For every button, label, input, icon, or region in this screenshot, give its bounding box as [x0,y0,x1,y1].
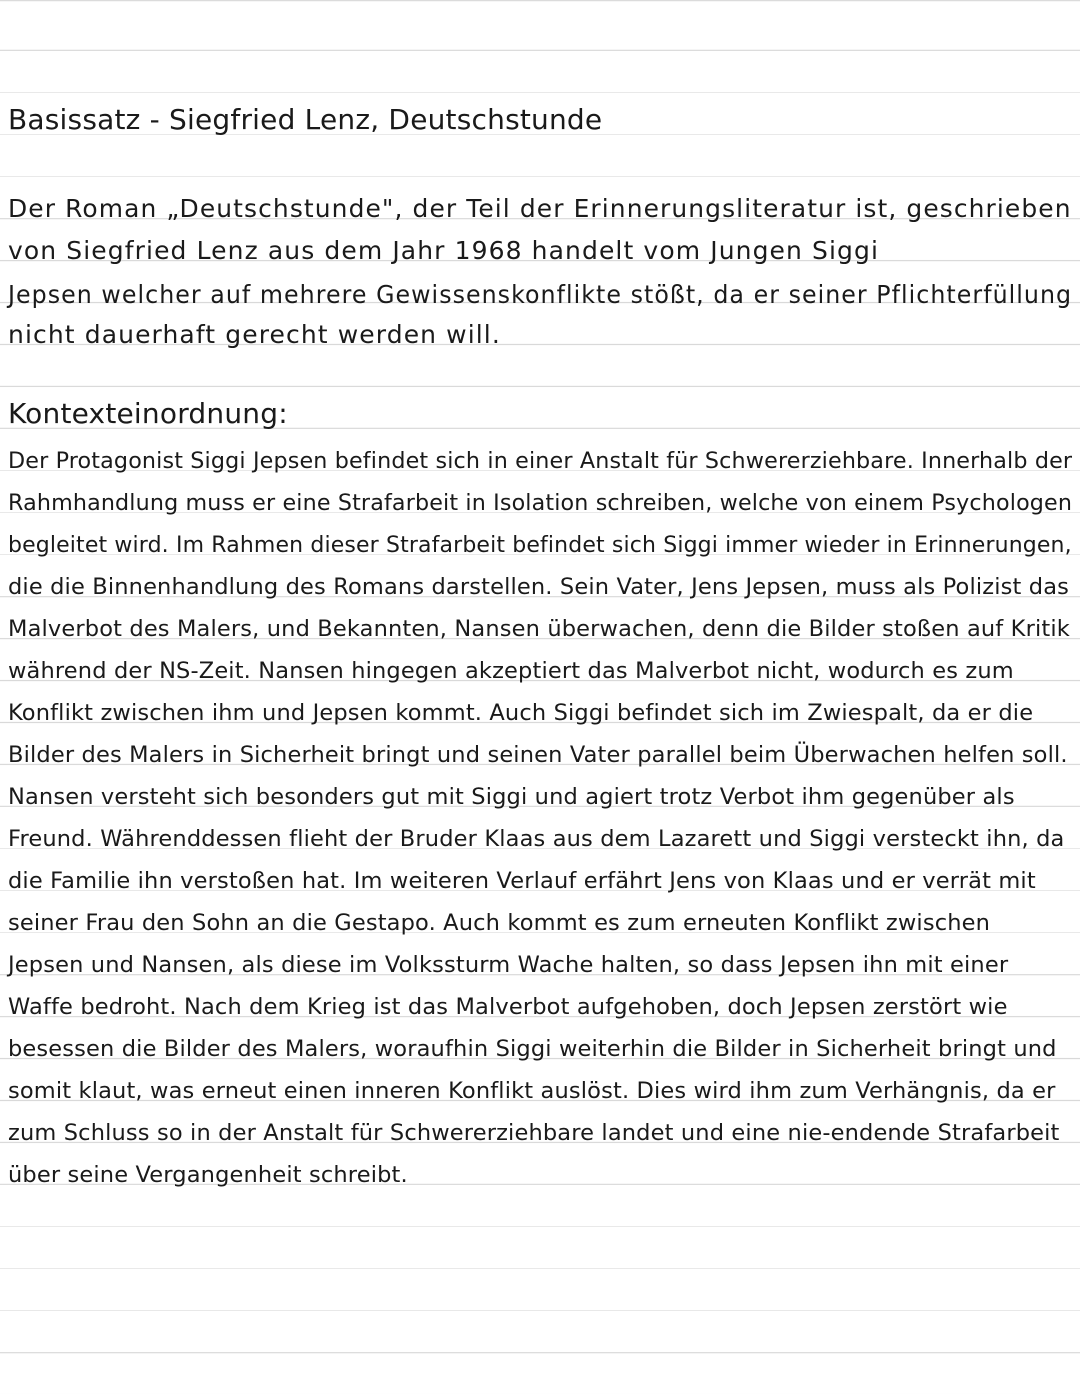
section-heading: Kontexteinordnung: [8,397,288,430]
body-line: zum Schluss so in der Anstalt für Schwererziehbare landet und eine nie-endende Strafarbeit [8,1120,1060,1146]
body-line: Bilder des Malers in Sicherheit bringt und seinen Vater parallel beim Überwachen helfen soll. [8,742,1068,768]
body-line: die die Binnenhandlung des Romans darstellen. Sein Vater, Jens Jepsen, muss als Polizist das [8,574,1070,600]
title-line [8,103,603,136]
body-line: besessen die Bilder des Malers, woraufhin Siggi weiterhin die Bilder in Sicherheit bringt und [8,1036,1057,1062]
body-line: Konflikt zwischen ihm und Jepsen kommt. Auch Siggi befindet sich im Zwiespalt, da er die [8,700,1034,726]
intro-line: Der Roman „Deutschstunde", der Teil der Erinnerungsliteratur ist, geschrieben [8,194,1072,223]
body-line: über seine Vergangenheit schreibt. [8,1162,408,1188]
body-line: seiner Frau den Sohn an die Gestapo. Auch kommt es zum erneuten Konflikt zwischen [8,910,991,936]
body-line: während der NS-Zeit. Nansen hingegen akzeptiert das Malverbot nicht, wodurch es zum [8,658,1014,684]
body-line: Der Protagonist Siggi Jepsen befindet sich in einer Anstalt für Schwererziehbare. Innerhalb der [8,448,1073,474]
body-line: begleitet wird. Im Rahmen dieser Strafarbeit befindet sich Siggi immer wieder in Erinnerungen, [8,532,1072,558]
body-line: Waffe bedroht. Nach dem Krieg ist das Malverbot aufgehoben, doch Jepsen zerstört wie [8,994,1008,1020]
intro-line: nicht dauerhaft gerecht werden will. [8,320,501,349]
body-line: Rahmhandlung muss er eine Strafarbeit in Isolation schreiben, welche von einem Psychologen [8,490,1073,516]
body-line: Malverbot des Malers, und Bekannten, Nansen überwachen, denn die Bilder stoßen auf Kritik [8,616,1070,642]
body-line: somit klaut, was erneut einen inneren Konflikt auslöst. Dies wird ihm zum Verhängnis, da er [8,1078,1056,1104]
page-title: Basissatz - Siegfried Lenz, Deutschstunde [8,103,603,136]
body-line: Jepsen und Nansen, als diese im Volkssturm Wache halten, so dass Jepsen ihn mit einer [8,952,1009,978]
body-line: Nansen versteht sich besonders gut mit Siggi und agiert trotz Verbot ihm gegenüber als [8,784,1015,810]
intro-line: von Siegfried Lenz aus dem Jahr 1968 handelt vom Jungen Siggi [8,236,880,265]
intro-line: Jepsen welcher auf mehrere Gewissenskonflikte stößt, da er seiner Pflichterfüllung [8,280,1073,309]
body-line: Freund. Währenddessen flieht der Bruder Klaas aus dem Lazarett und Siggi versteckt ihn, da [8,826,1065,852]
section-heading-line [8,397,288,430]
body-line: die Familie ihn verstoßen hat. Im weiteren Verlauf erfährt Jens von Klaas und er verrät mit [8,868,1036,894]
